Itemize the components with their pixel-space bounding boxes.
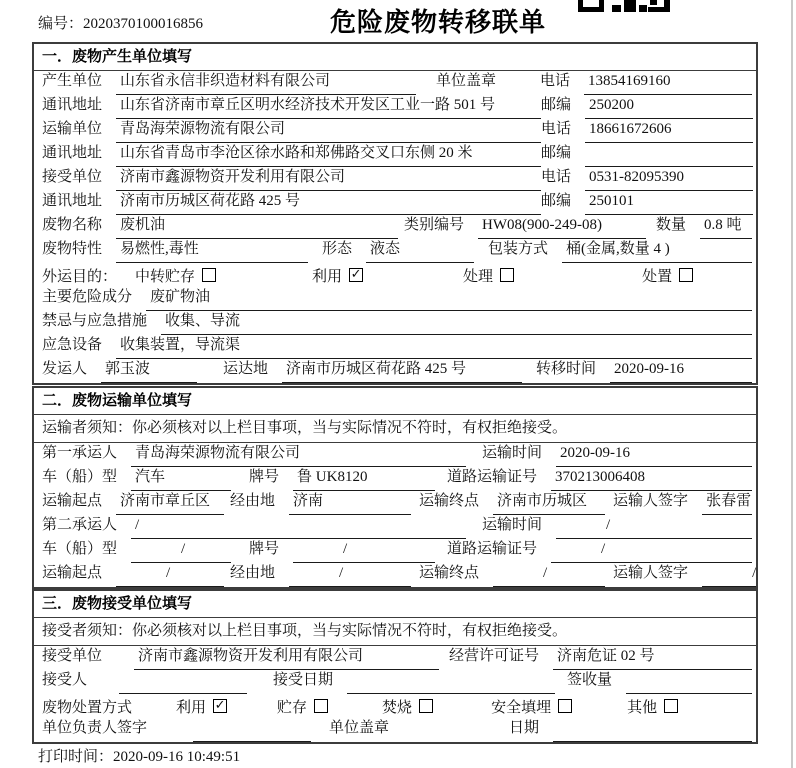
- row-receive-person: [34, 670, 756, 694]
- license-value: 济南危证 02 号: [553, 646, 752, 670]
- second-signature-label: 运输人签字: [613, 565, 689, 581]
- main-hazard-label: 主要危险成分: [42, 289, 133, 305]
- row-producer-address: [34, 95, 756, 119]
- purpose-option-utilize: [312, 265, 363, 286]
- row-transport-address: [34, 143, 756, 167]
- row-second-vehicle: [34, 539, 756, 563]
- purpose-option-dispose-checkbox: [679, 268, 693, 282]
- section-transporter-header: 二．废物运输单位填写: [34, 388, 756, 415]
- receive-unit-value: 济南市鑫源物资开发利用有限公司: [116, 167, 541, 191]
- destination-label: 运达地: [223, 361, 269, 377]
- packaging-label: 包装方式: [488, 241, 549, 257]
- second-via-value: /: [289, 563, 411, 587]
- row-receive-address: [34, 191, 756, 215]
- waste-name-label: 废物名称: [42, 217, 103, 233]
- section-receiver: [32, 589, 758, 744]
- serial-number-line: [38, 12, 203, 33]
- purpose-option-utilize-label: 利用: [312, 268, 343, 285]
- purpose-option-transfer-storage-checkbox: [202, 268, 216, 282]
- leader-signature-label: 单位负责人签字: [42, 720, 148, 736]
- receiver-notice: 接受者须知：你必须核对以上栏目事项，当与实际情况不符时，有权拒绝接受。: [34, 618, 756, 646]
- second-signature-value: /: [702, 563, 756, 587]
- receive-person-value: [119, 670, 247, 694]
- transport-phone-label: 电话: [541, 121, 572, 137]
- first-plate-value: 鲁 UK8120: [293, 467, 435, 491]
- transport-postcode-label: 邮编: [541, 145, 572, 161]
- second-carrier-label: 第二承运人: [42, 517, 118, 533]
- outbound-purpose-label: 外运目的：: [42, 268, 118, 285]
- producer-postcode-value: 250200: [585, 95, 753, 119]
- row-first-carrier: [34, 443, 756, 467]
- purpose-option-transfer-storage-label: 中转贮存: [135, 268, 196, 285]
- disposal-option-other-checkbox: [664, 699, 678, 713]
- row-transport-unit: [34, 119, 756, 143]
- precautions-value: 收集、导流: [161, 311, 752, 335]
- producer-unit-label: 产生单位: [42, 73, 103, 89]
- first-vehicle-type-value: 汽车: [131, 467, 231, 491]
- row-second-route: [34, 563, 756, 587]
- second-end-value: /: [493, 563, 605, 587]
- receiver-date-value: [553, 718, 752, 742]
- purpose-option-transfer-storage: [135, 265, 216, 286]
- first-road-permit-label: 道路运输证号: [447, 469, 538, 485]
- row-consignor: [34, 359, 756, 383]
- receive-phone-value: 0531-82095390: [585, 167, 753, 191]
- row-main-hazard: [34, 287, 756, 311]
- disposal-method-label: 废物处置方式: [42, 699, 133, 716]
- purpose-option-treat-label: 处理: [463, 268, 494, 285]
- second-carrier-value: /: [131, 515, 466, 539]
- producer-postcode-label: 邮编: [541, 97, 572, 113]
- row-precautions: [34, 311, 756, 335]
- waste-name-value: 废机油: [116, 215, 398, 239]
- scan-page-edge: [791, 0, 793, 768]
- row-first-route: [34, 491, 756, 515]
- row-waste-name: [34, 215, 756, 239]
- producer-phone-value: 13854169160: [584, 71, 752, 95]
- row-receive-unit: [34, 167, 756, 191]
- first-vehicle-type-label: 车（船）型: [42, 469, 118, 485]
- transport-postcode-value: [585, 143, 753, 167]
- disposal-option-incinerate-checkbox: [419, 699, 433, 713]
- second-plate-value: /: [293, 539, 435, 563]
- license-label: 经营许可证号: [449, 648, 540, 664]
- first-road-permit-value: 370213006408: [551, 467, 752, 491]
- second-plate-label: 牌号: [249, 541, 280, 557]
- receive-postcode-label: 邮编: [541, 193, 572, 209]
- print-time-line: [38, 745, 240, 766]
- first-carrier-value: 青岛海荣源物流有限公司: [131, 443, 466, 467]
- disposal-option-other: [627, 696, 678, 717]
- purpose-option-treat-checkbox: [500, 268, 514, 282]
- second-vehicle-type-value: /: [131, 539, 231, 563]
- disposal-option-landfill: [491, 696, 572, 717]
- row-producer-unit: [34, 71, 756, 95]
- second-vehicle-type-label: 车（船）型: [42, 541, 118, 557]
- signed-quantity-label: 签收量: [567, 672, 613, 688]
- second-transport-time-label: 运输时间: [482, 517, 543, 533]
- section-producer-header: 一．废物产生单位填写: [34, 44, 756, 71]
- unit-seal-label: 单位盖章: [436, 73, 497, 89]
- precautions-label: 禁忌与应急措施: [42, 313, 148, 329]
- consignor-value: 郭玉波: [101, 359, 197, 383]
- serial-value: 2020370100016856: [83, 16, 204, 32]
- receive-date-value: [347, 670, 555, 694]
- category-code-value: HW08(900-249-08): [478, 215, 646, 239]
- disposal-option-landfill-checkbox: [558, 699, 572, 713]
- first-origin-label: 运输起点: [42, 493, 103, 509]
- second-road-permit-value: /: [551, 539, 752, 563]
- signed-quantity-value: [626, 670, 752, 694]
- purpose-option-treat: [463, 265, 514, 286]
- waste-property-label: 废物特性: [42, 241, 103, 257]
- disposal-option-incinerate-label: 焚烧: [382, 699, 413, 716]
- page-title: 危险废物转移联单: [330, 7, 547, 37]
- destination-value: 济南市历城区荷花路 425 号: [282, 359, 522, 383]
- receive-person-label: 接受人: [42, 672, 88, 688]
- receive-date-label: 接受日期: [273, 672, 334, 688]
- disposal-option-utilize: [176, 696, 227, 717]
- first-carrier-label: 第一承运人: [42, 445, 118, 461]
- row-leader-signature: [34, 718, 756, 742]
- disposal-option-landfill-label: 安全填埋: [491, 699, 552, 716]
- row-first-vehicle: [34, 467, 756, 491]
- quantity-label: 数量: [656, 217, 687, 233]
- first-transport-time-value: 2020-09-16: [556, 443, 752, 467]
- first-origin-value: 济南市章丘区: [116, 491, 224, 515]
- receive-postcode-value: 250101: [585, 191, 753, 215]
- receive-phone-label: 电话: [541, 169, 572, 185]
- row-disposal-method: [34, 694, 756, 718]
- first-via-label: 经由地: [230, 493, 276, 509]
- first-signature-value: 张春雷: [702, 491, 752, 515]
- receiver-unit-seal-label: 单位盖章: [329, 720, 390, 736]
- print-time-label: 打印时间：: [38, 749, 114, 765]
- row-outbound-purpose: [34, 263, 756, 287]
- first-plate-label: 牌号: [249, 469, 280, 485]
- transport-phone-value: 18661672606: [585, 119, 753, 143]
- transfer-time-value: 2020-09-16: [610, 359, 752, 383]
- first-transport-time-label: 运输时间: [482, 445, 543, 461]
- transfer-time-label: 转移时间: [536, 361, 597, 377]
- receiver-unit-label: 接受单位: [42, 648, 103, 664]
- producer-address-label: 通讯地址: [42, 97, 103, 113]
- second-road-permit-label: 道路运输证号: [447, 541, 538, 557]
- producer-phone-label: 电话: [539, 73, 570, 89]
- purpose-option-dispose: [642, 265, 693, 286]
- emergency-equipment-label: 应急设备: [42, 337, 103, 353]
- second-transport-time-value: /: [556, 515, 752, 539]
- category-code-label: 类别编号: [404, 217, 465, 233]
- physical-form-label: 形态: [322, 241, 353, 257]
- row-waste-property: [34, 239, 756, 263]
- first-end-value: 济南市历城区: [493, 491, 605, 515]
- transport-address-value: 山东省青岛市李沧区徐水路和郑佛路交叉口东侧 20 米: [116, 143, 541, 167]
- row-receiver-unit: [34, 646, 756, 670]
- section-receiver-header: 三．废物接受单位填写: [34, 591, 756, 618]
- first-end-label: 运输终点: [419, 493, 480, 509]
- consignor-label: 发运人: [42, 361, 88, 377]
- purpose-option-utilize-checkbox: ✓: [350, 267, 362, 282]
- disposal-option-incinerate: [382, 696, 433, 717]
- main-hazard-value: 废矿物油: [146, 287, 752, 311]
- disposal-option-utilize-checkbox: ✓: [214, 698, 226, 713]
- emergency-equipment-value: 收集装置，导流渠: [116, 335, 752, 359]
- first-via-value: 济南: [289, 491, 411, 515]
- second-end-label: 运输终点: [419, 565, 480, 581]
- transporter-notice: 运输者须知：你必须核对以上栏目事项，当与实际情况不符时，有权拒绝接受。: [34, 415, 756, 443]
- second-via-label: 经由地: [230, 565, 276, 581]
- waste-property-value: 易燃性,毒性: [116, 239, 308, 263]
- qr-code-icon: [578, 0, 670, 12]
- producer-unit-value: 山东省永信非织造材料有限公司: [116, 71, 416, 95]
- row-second-carrier: [34, 515, 756, 539]
- receiver-date-label: 日期: [509, 720, 540, 736]
- first-signature-label: 运输人签字: [613, 493, 689, 509]
- purpose-option-dispose-label: 处置: [642, 268, 673, 285]
- disposal-option-storage-checkbox: [314, 699, 328, 713]
- second-origin-label: 运输起点: [42, 565, 103, 581]
- receive-address-value: 济南市历城区荷花路 425 号: [116, 191, 541, 215]
- print-time-value: 2020-09-16 10:49:51: [113, 749, 241, 765]
- packaging-value: 桶(金属,数量 4 ): [562, 239, 752, 263]
- receive-unit-label: 接受单位: [42, 169, 103, 185]
- quantity-value: 0.8 吨: [700, 215, 752, 239]
- transport-unit-value: 青岛海荣源物流有限公司: [116, 119, 541, 143]
- serial-label: 编号：: [38, 16, 84, 32]
- disposal-option-other-label: 其他: [627, 699, 658, 716]
- receiver-unit-value: 济南市鑫源物资开发利用有限公司: [134, 646, 439, 670]
- producer-address-value: 山东省济南市章丘区明水经济技术开发区工业一路 501 号: [116, 95, 541, 119]
- section-transporter: [32, 386, 758, 589]
- transport-unit-label: 运输单位: [42, 121, 103, 137]
- second-origin-value: /: [116, 563, 224, 587]
- leader-signature-value: [193, 718, 311, 742]
- row-emergency-equipment: [34, 335, 756, 359]
- disposal-option-utilize-label: 利用: [176, 699, 207, 716]
- disposal-option-storage-label: 贮存: [277, 699, 308, 716]
- physical-form-value: 液态: [366, 239, 474, 263]
- receive-address-label: 通讯地址: [42, 193, 103, 209]
- section-producer: [32, 42, 758, 385]
- disposal-option-storage: [277, 696, 328, 717]
- transport-address-label: 通讯地址: [42, 145, 103, 161]
